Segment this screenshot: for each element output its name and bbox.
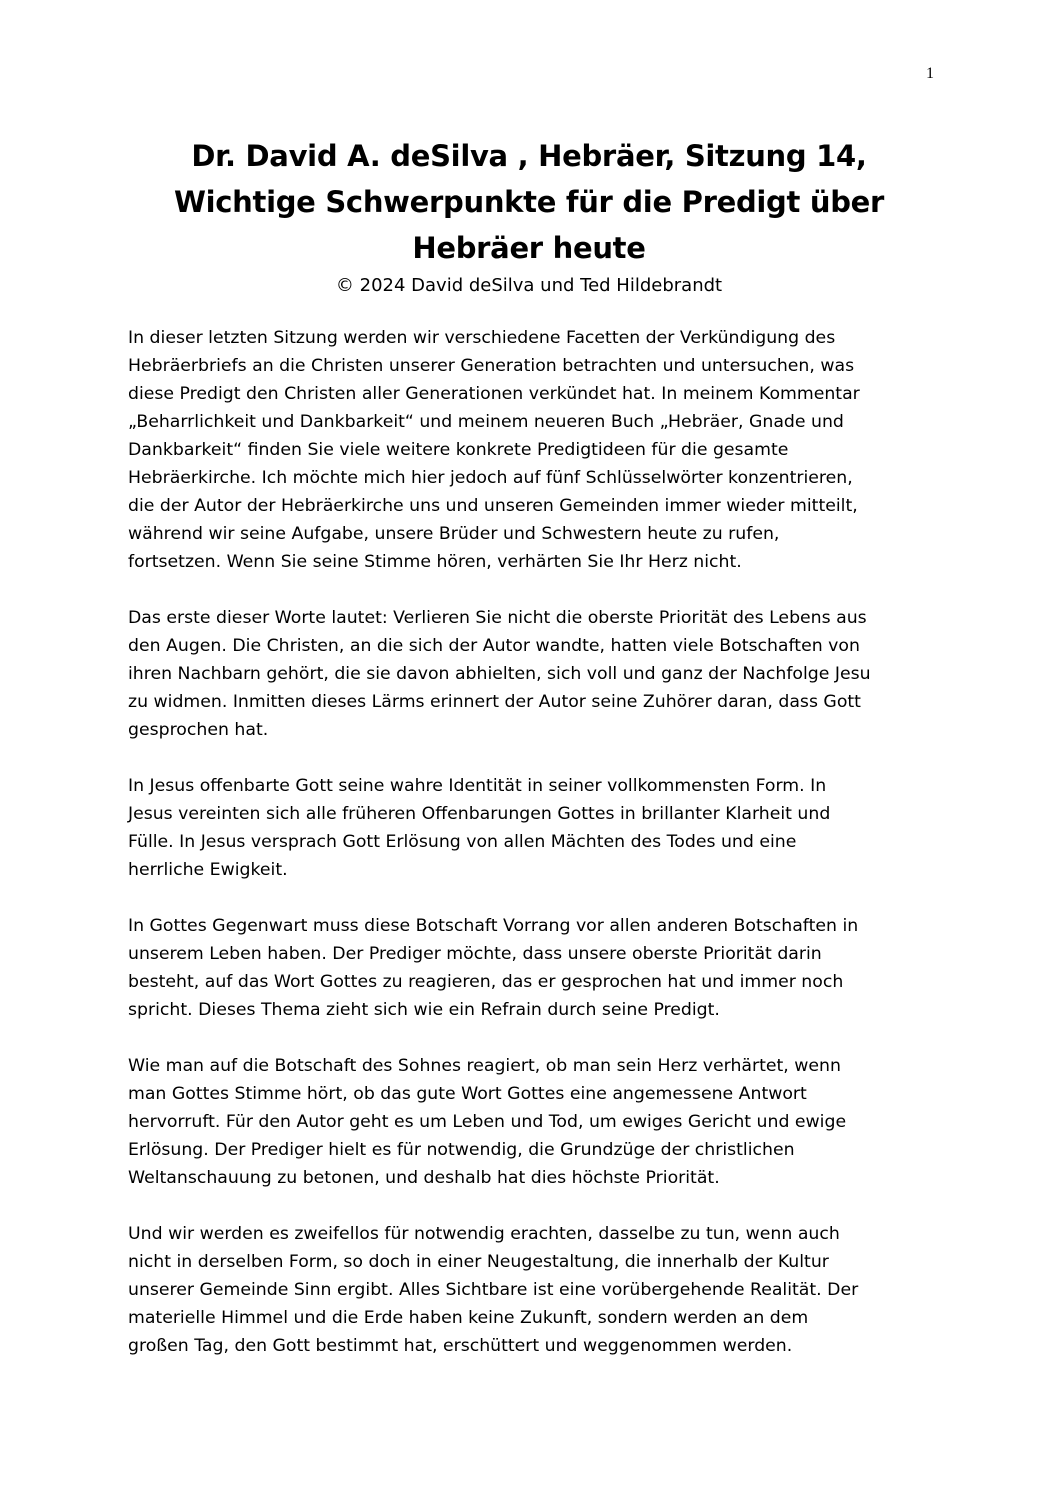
text-line: herrliche Ewigkeit. (128, 860, 288, 880)
page-title-line-2: Wichtige Schwerpunkte für die Predigt über (173, 185, 885, 219)
paragraph-6 (128, 1220, 934, 1360)
text-line: Fülle. In Jesus versprach Gott Erlösung von allen Mächten des Todes und eine (128, 832, 797, 852)
text-line: Und wir werden es zweifellos für notwendig erachten, dasselbe zu tun, wenn auch (128, 1224, 840, 1244)
copyright-line: © 2024 David deSilva und Ted Hildebrandt (335, 275, 723, 296)
text-line: die der Autor der Hebräerkirche uns und unseren Gemeinden immer wieder mitteilt, (128, 496, 858, 516)
text-line: großen Tag, den Gott bestimmt hat, erschüttert und weggenommen werden. (128, 1336, 793, 1356)
page-number: 1 (926, 65, 934, 82)
text-line: nicht in derselben Form, so doch in einer Neugestaltung, die innerhalb der Kultur (128, 1252, 829, 1272)
text-line: besteht, auf das Wort Gottes zu reagieren, das er gesprochen hat und immer noch (128, 972, 844, 992)
text-line: In dieser letzten Sitzung werden wir verschiedene Facetten der Verkündigung des (128, 328, 836, 348)
text-line: Das erste dieser Worte lautet: Verlieren Sie nicht die oberste Priorität des Lebens aus (128, 608, 867, 628)
paragraph-3 (128, 772, 934, 884)
paragraph-1 (128, 324, 934, 576)
page-title-line-3: Hebräer heute (412, 231, 646, 265)
text-line: unserem Leben haben. Der Prediger möchte, dass unsere oberste Priorität darin (128, 944, 822, 964)
text-line: fortsetzen. Wenn Sie seine Stimme hören, verhärten Sie Ihr Herz nicht. (128, 552, 742, 572)
text-line: Erlösung. Der Prediger hielt es für notwendig, die Grundzüge der christlichen (128, 1140, 795, 1160)
text-line: materielle Himmel und die Erde haben keine Zukunft, sondern werden an dem (128, 1308, 809, 1328)
text-line: spricht. Dieses Thema zieht sich wie ein Refrain durch seine Predigt. (128, 1000, 720, 1020)
text-line: man Gottes Stimme hört, ob das gute Wort Gottes eine angemessene Antwort (128, 1084, 807, 1104)
text-line: den Augen. Die Christen, an die sich der Autor wandte, hatten viele Botschaften von (128, 636, 860, 656)
text-line: ihren Nachbarn gehört, die sie davon abhielten, sich voll und ganz der Nachfolge Jesu (128, 664, 871, 684)
text-line: Jesus vereinten sich alle früheren Offenbarungen Gottes in brillanter Klarheit und (128, 804, 831, 824)
text-line: Hebräerbriefs an die Christen unserer Generation betrachten und untersuchen, was (128, 356, 855, 376)
document-body (128, 324, 934, 1388)
paragraph-4 (128, 912, 934, 1024)
text-line: zu widmen. Inmitten dieses Lärms erinnert der Autor seine Zuhörer daran, dass Gott (128, 692, 861, 712)
text-line: hervorruft. Für den Autor geht es um Leben und Tod, um ewiges Gericht und ewige (128, 1112, 847, 1132)
text-line: In Gottes Gegenwart muss diese Botschaft Vorrang vor allen anderen Botschaften in (128, 916, 859, 936)
text-line: unserer Gemeinde Sinn ergibt. Alles Sichtbare ist eine vorübergehende Realität. Der (128, 1280, 859, 1300)
title-block (128, 133, 930, 299)
text-line: diese Predigt den Christen aller Generationen verkündet hat. In meinem Kommentar (128, 384, 860, 404)
paragraph-2 (128, 604, 934, 744)
text-line: „Beharrlichkeit und Dankbarkeit“ und meinem neueren Buch „Hebräer, Gnade und (128, 412, 844, 432)
text-line: In Jesus offenbarte Gott seine wahre Identität in seiner vollkommensten Form. In (128, 776, 827, 796)
text-line: Wie man auf die Botschaft des Sohnes reagiert, ob man sein Herz verhärtet, wenn (128, 1056, 841, 1076)
text-line: Hebräerkirche. Ich möchte mich hier jedoch auf fünf Schlüsselwörter konzentrieren, (128, 468, 853, 488)
text-line: Weltanschauung zu betonen, und deshalb hat dies höchste Priorität. (128, 1168, 720, 1188)
text-line: Dankbarkeit“ finden Sie viele weitere konkrete Predigtideen für die gesamte (128, 440, 789, 460)
page-title-line-1: Dr. David A. deSilva , Hebräer, Sitzung 14, (191, 139, 867, 173)
paragraph-5 (128, 1052, 934, 1192)
text-line: während wir seine Aufgabe, unsere Brüder und Schwestern heute zu rufen, (128, 524, 780, 544)
text-line: gesprochen hat. (128, 720, 269, 740)
